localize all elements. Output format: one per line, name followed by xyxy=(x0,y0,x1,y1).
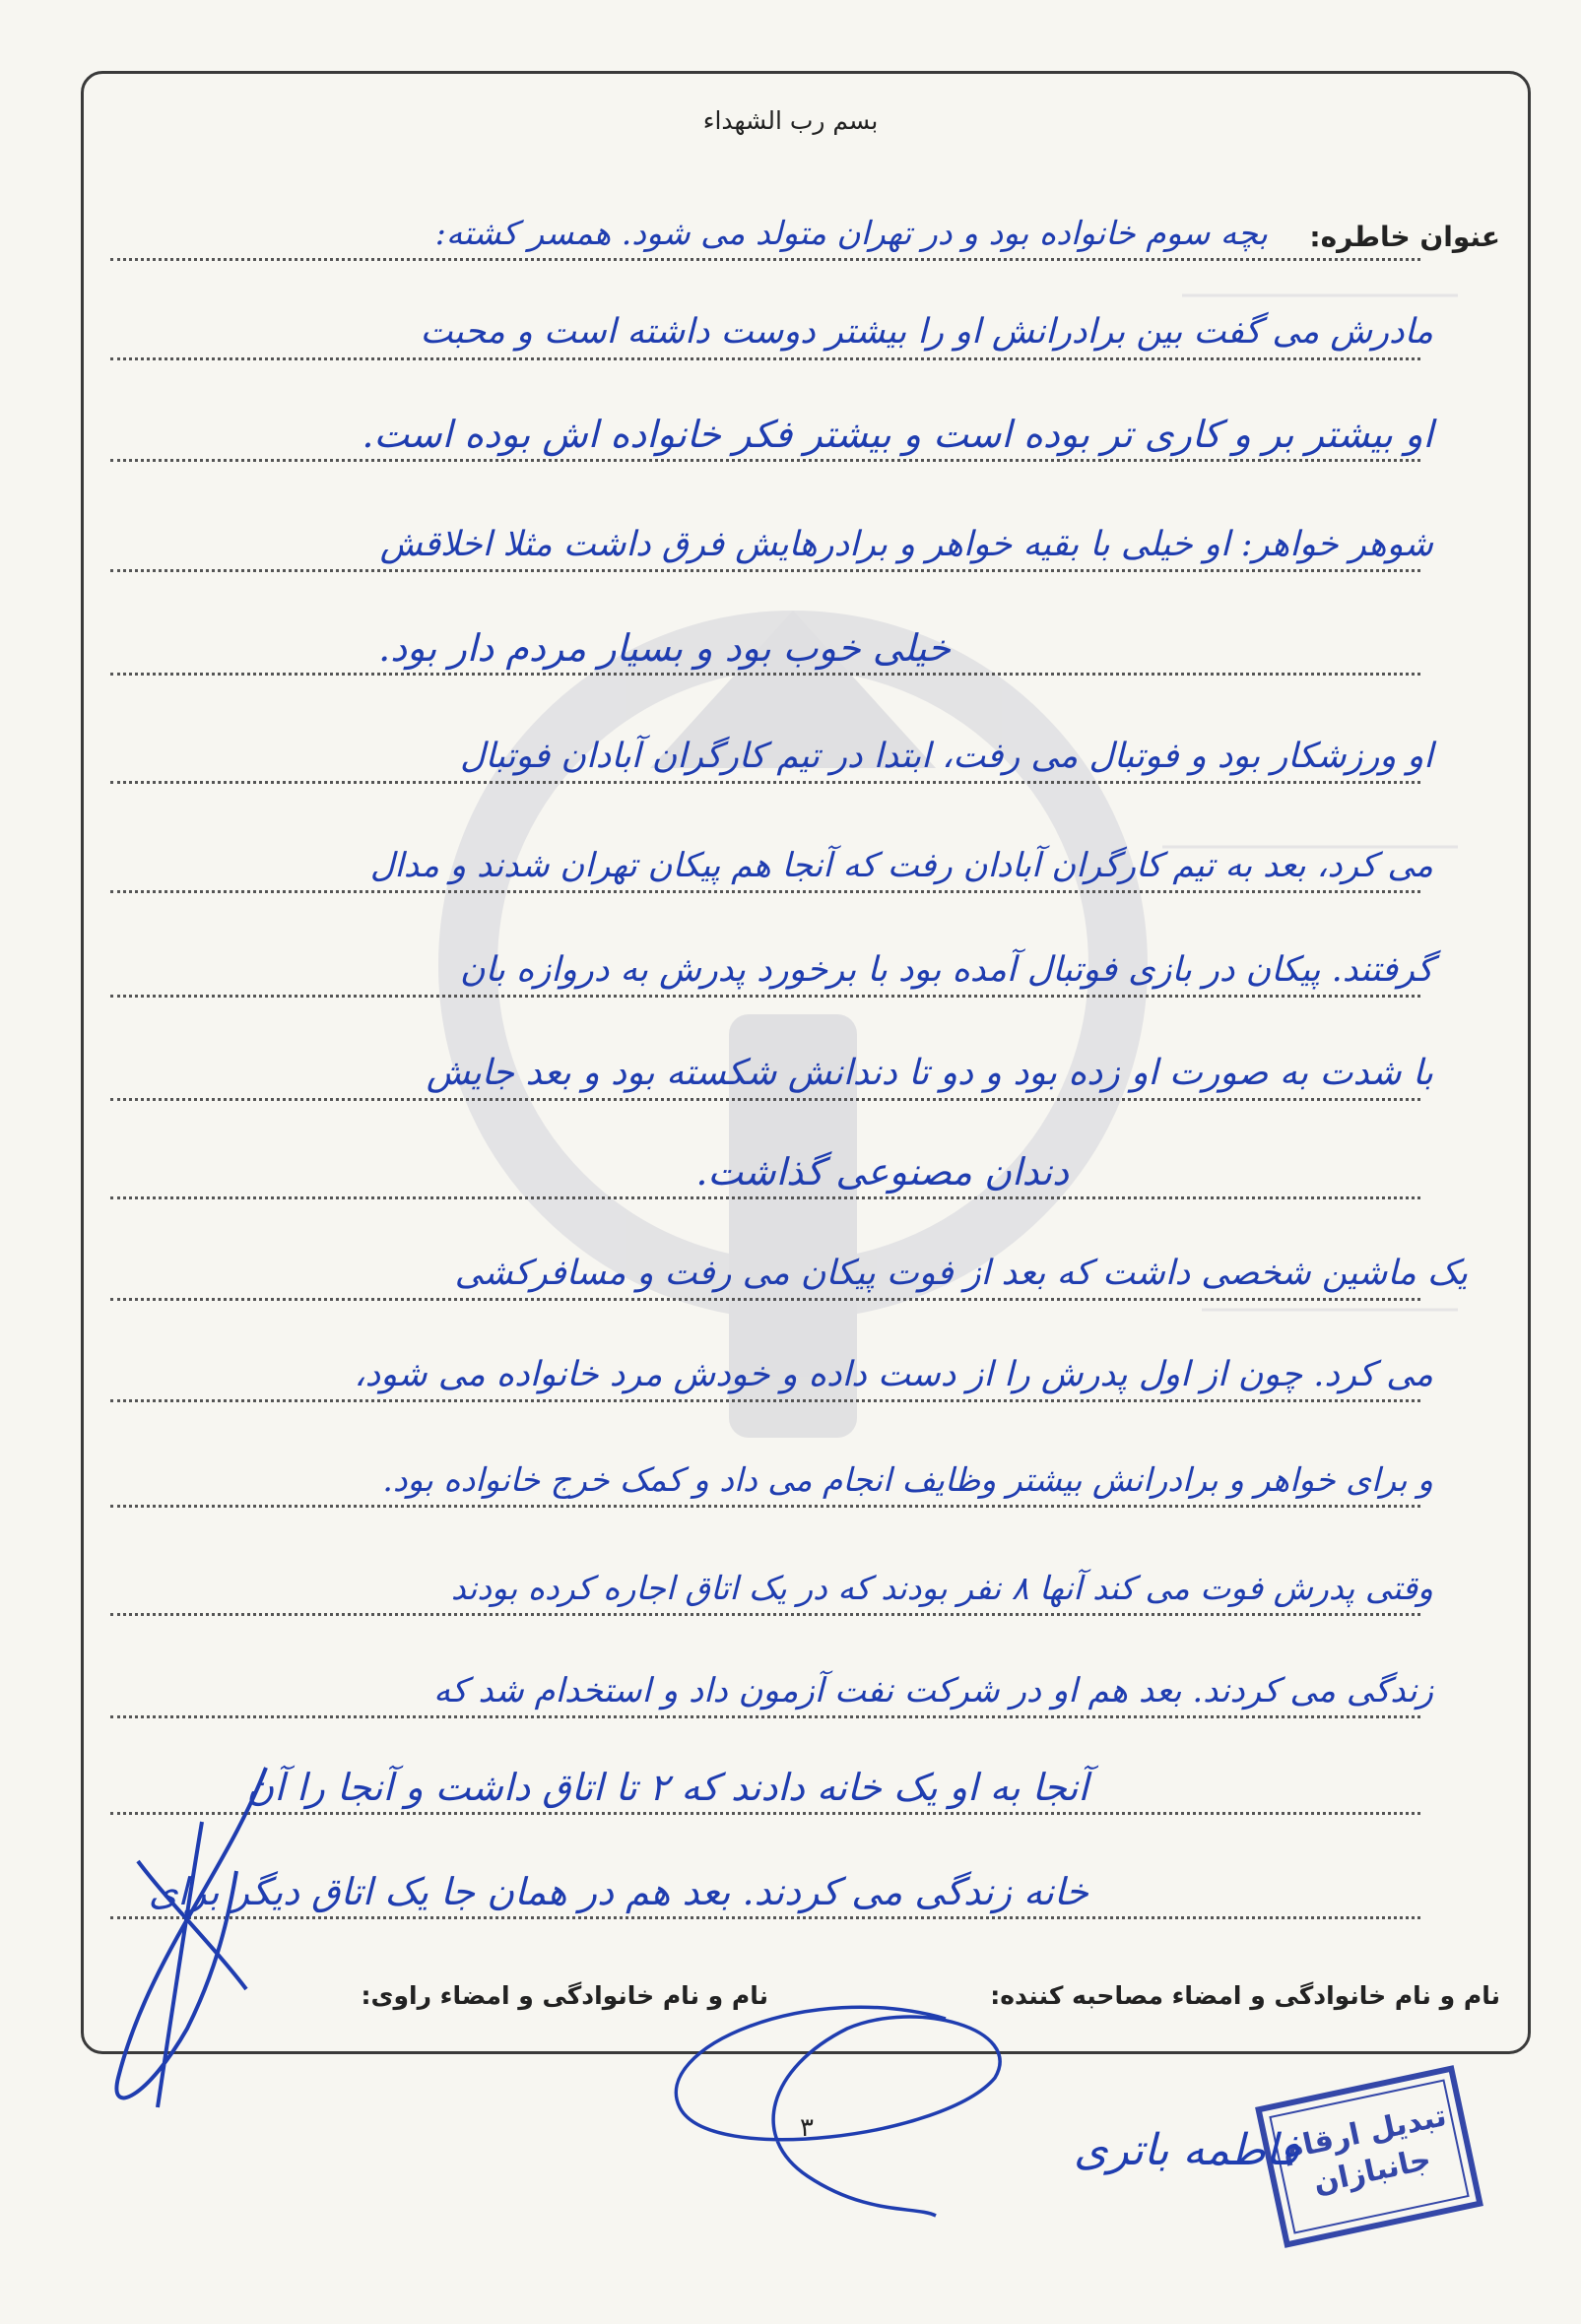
handwriting-line-4: شوهر خواهر: او خیلی با بقیه خواهر و برادرهایش فرق داشت مثلا اخلاقش xyxy=(379,525,1433,564)
page-number: ۳ xyxy=(800,2113,814,2143)
handwriting-line-11: یک ماشین شخصی داشت که بعد از فوت پیکان می رفت و مسافرکشی xyxy=(454,1254,1468,1293)
handwriting-line-9: با شدت به صورت او زده بود و دو تا دندانش شکسته بود و بعد جایش xyxy=(426,1053,1433,1093)
narrator-signature-label: نام و نام خانوادگی و امضاء راوی: xyxy=(361,1981,768,2010)
handwriting-line-15: زندگی می کردند. بعد هم او در شرکت نفت آزمون داد و استخدام شد که xyxy=(433,1671,1433,1711)
handwriting-line-14: وقتی پدرش فوت می کند آنها ۸ نفر بودند که در یک اتاق اجاره کرده بودند xyxy=(450,1569,1433,1607)
handwriting-line-6: او ورزشکار بود و فوتبال می رفت، ابتدا در تیم کارگران آبادان فوتبال xyxy=(460,737,1433,776)
handwriting-line-13: و برای خواهر و برادرانش بیشتر وظایف انجام می داد و کمک خرج خانواده بود. xyxy=(382,1460,1433,1499)
interviewer-signature-scribble xyxy=(676,2007,1000,2216)
handwriting-line-5: خیلی خوب بود و بسیار مردم دار بود. xyxy=(378,626,951,670)
handwriting-line-7: می کرد، بعد به تیم کارگران آبادان رفت که آنجا هم پیکان تهران شدند و مدال xyxy=(369,846,1433,885)
handwriting-line-16: آنجا به او یک خانه دادند که ۲ تا اتاق داشت و آنجا را آن xyxy=(246,1766,1088,1809)
handwriting-line-10: دندان مصنوعی گذاشت. xyxy=(695,1150,1069,1194)
handwriting-line-8: گرفتند. پیکان در بازی فوتبال آمده بود با برخورد پدرش به دروازه بان xyxy=(459,950,1433,990)
handwriting-line-17: خانه زندگی می کردند. بعد هم در همان جا یک اتاق دیگر برای xyxy=(148,1870,1088,1913)
page-header: بسم رب الشهداء xyxy=(702,106,879,135)
handwriting-line-3: او بیشتر بر و کاری تر بوده است و بیشتر فکر خانواده اش بوده است. xyxy=(362,413,1433,456)
title-label: عنوان خاطره: xyxy=(1309,221,1500,253)
signature-name: فاطمه باتری xyxy=(1074,2125,1300,2175)
stamp-text: تبدیل ارقام جانبازان xyxy=(1279,2098,1450,2201)
narrator-signature-scribble xyxy=(116,1768,266,2107)
handwriting-line-12: می کرد. چون از اول پدرش را از دست داده و خودش مرد خانواده می شود، xyxy=(354,1355,1433,1394)
handwriting-line-1: بچه سوم خانواده بود و در تهران متولد می شود. همسر کشته: xyxy=(434,214,1268,252)
handwriting-line-2: مادرش می گفت بین برادرانش او را بیشتر دوست داشته است و محبت xyxy=(420,312,1433,352)
interviewer-signature-label: نام و نام خانوادگی و امضاء مصاحبه کننده: xyxy=(990,1981,1500,2010)
